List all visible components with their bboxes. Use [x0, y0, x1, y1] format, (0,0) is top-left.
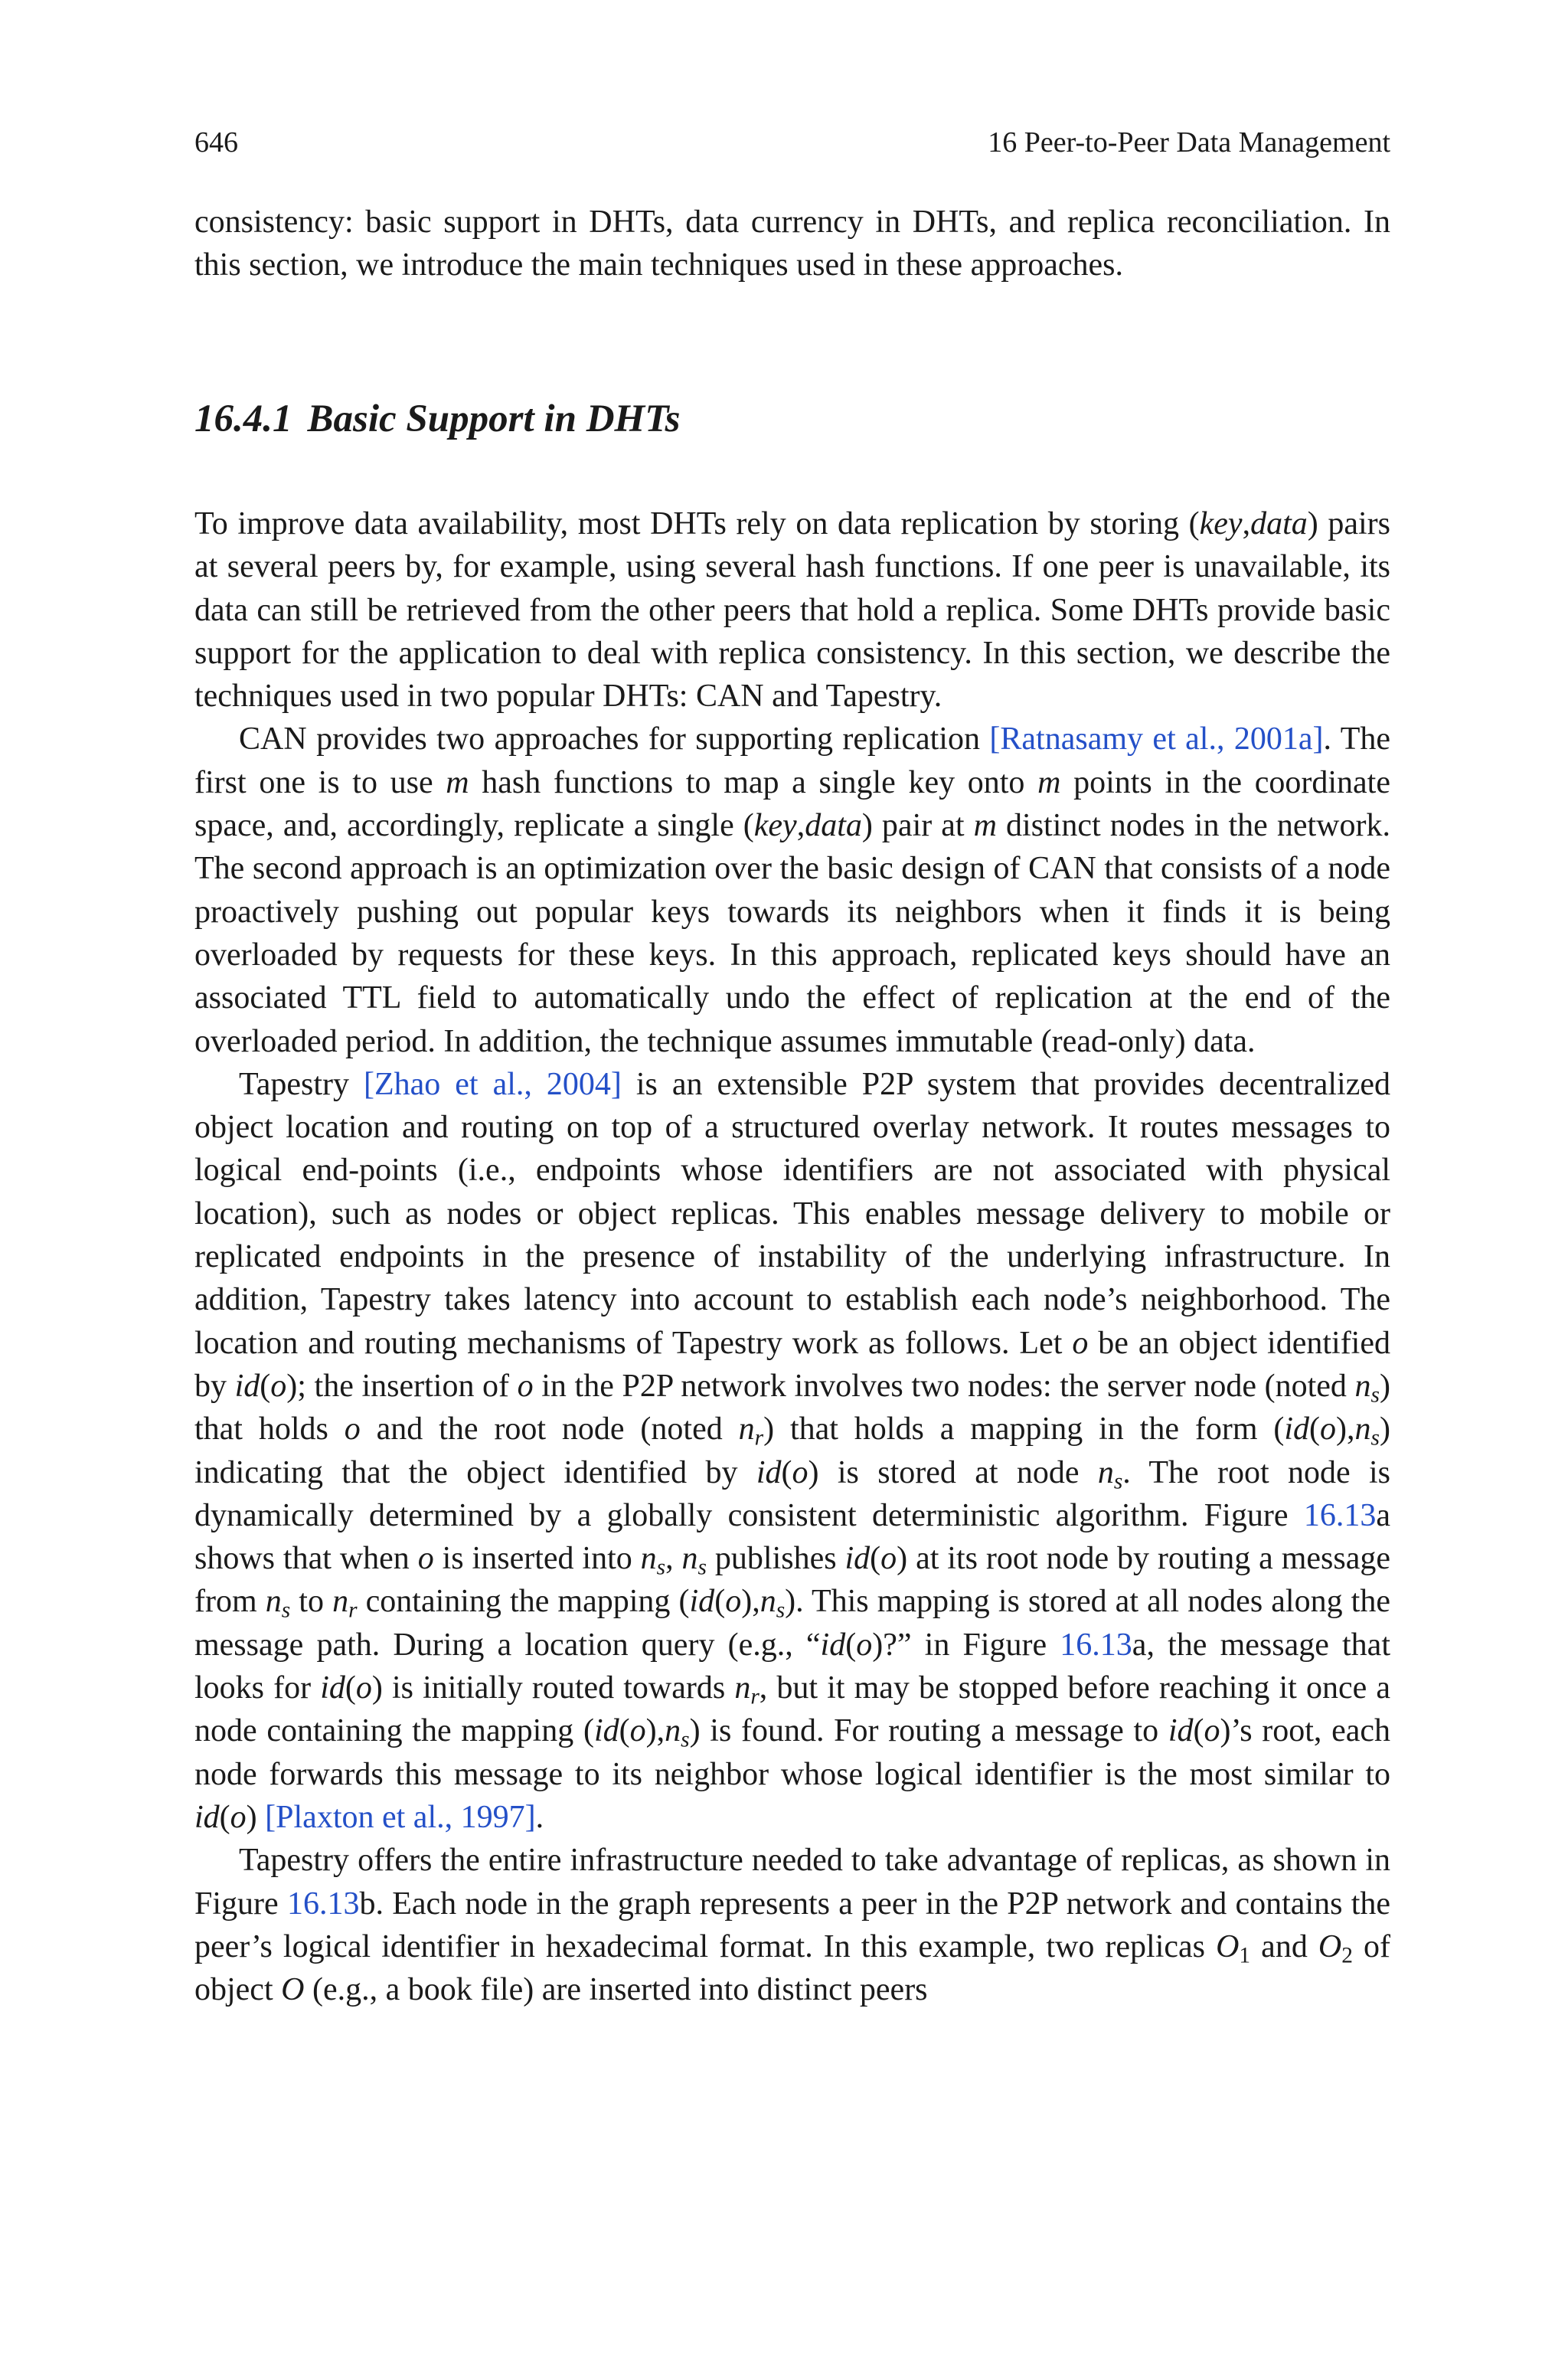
math-object-o: O: [281, 1972, 305, 2008]
figure-link[interactable]: 16.13: [1303, 1497, 1377, 1533]
section-heading: [194, 392, 681, 446]
math-id-o: id(o): [820, 1627, 884, 1663]
p3-text: .: [535, 1799, 544, 1835]
math-ns: $n_s$: [1354, 1368, 1380, 1408]
p4-text: b. Each node in the graph represents a peer in the P2P network and contains the peer’s logical identifier in hexadecimal format. In this example, two replicas: [194, 1886, 1391, 1964]
page-number: 646: [194, 126, 238, 159]
math-mapping: $(id(o),n_s)$: [678, 1584, 796, 1623]
math-o1: $O_1$: [1216, 1928, 1251, 1968]
p3-text: indicating that the object identified by: [194, 1454, 756, 1490]
figure-link[interactable]: 16.13: [286, 1886, 360, 1922]
math-nr: $n_r$: [734, 1670, 760, 1709]
p3-text: is initially routed towards: [382, 1670, 735, 1706]
math-mapping: $(id(o),n_s)$: [1273, 1411, 1390, 1451]
p4-text: and: [1250, 1928, 1318, 1964]
figure-link[interactable]: 16.13: [1060, 1627, 1132, 1663]
p3-text: . This mapping is stored at all nodes along the message path. During a location query (e.g., “: [194, 1584, 1390, 1663]
p3-text: containing the mapping: [357, 1584, 679, 1620]
math-mapping: $(id(o),n_s)$: [583, 1713, 701, 1752]
citation-link[interactable]: [Zhao et al., 2004]: [364, 1066, 622, 1102]
running-head: 16 Peer-to-Peer Data Management: [988, 126, 1390, 159]
section-title: Basic Support in DHTs: [307, 397, 681, 440]
p3-text: ,: [665, 1541, 682, 1577]
p3-text: Tapestry: [239, 1066, 364, 1102]
p3-text: . The root node is dynamically determined by a globally consistent deterministic algorithm. Figure: [194, 1454, 1390, 1533]
math-m: m: [446, 764, 469, 800]
math-id-o: id(o): [194, 1799, 257, 1835]
math-nr: $n_r$: [332, 1584, 358, 1623]
p3-text: be an object identified by: [194, 1325, 1390, 1404]
math-o2: $O_2$: [1318, 1928, 1353, 1968]
p3-text: , but it may be stopped before reaching it once a node containing the mapping: [194, 1670, 1390, 1749]
math-id-o: id(o): [1168, 1713, 1231, 1749]
math-id-o: id(o): [756, 1454, 819, 1490]
p3-text: is stored at node: [818, 1454, 1098, 1490]
p3-text: is found. For routing a message to: [700, 1713, 1168, 1749]
p2-text: . The first one is to use: [194, 721, 1390, 800]
math-m: m: [973, 808, 997, 844]
p4-text: Tapestry offers the entire infrastructure needed to take advantage of replicas, as shown in Figure: [194, 1843, 1390, 1922]
citation-link[interactable]: [Plaxton et al., 1997]: [265, 1799, 536, 1835]
p2-text: hash functions to map a single key onto: [469, 764, 1038, 800]
p3-text: a, the message that looks for: [194, 1627, 1390, 1706]
math-expression: (key,data): [743, 808, 873, 844]
p4-text: of object: [194, 1928, 1390, 2008]
paragraph-4: [194, 1839, 1390, 2011]
math-o: o: [517, 1368, 534, 1404]
p4-text: (e.g., a book file) are inserted into distinct peers: [304, 1972, 928, 2008]
math-m: m: [1037, 764, 1061, 800]
paragraph-1: [194, 502, 1390, 718]
math-nr: $n_r$: [738, 1411, 764, 1451]
p3-text: ) that holds: [194, 1368, 1390, 1447]
math-ns: $n_s$: [681, 1541, 707, 1580]
p3-text: is an extensible P2P system that provides decentralized object location and routing on top of a structured overlay network. It routes messages to logical end-points (i.e., endpoints whose identifiers are not associated with physical location), such as nodes or object replicas. This enables message delivery to mobile or replicated endpoints in the presence of instability of the underlying infrastructure. In addition, Tapestry takes latency into account to establish each node’s neighborhood. The location and routing mechanisms of Tapestry work as follows. Let: [194, 1066, 1390, 1361]
p3-text: ) that holds a mapping in the form: [763, 1411, 1274, 1447]
citation-link[interactable]: [Ratnasamy et al., 2001a]: [989, 721, 1324, 757]
intro-text: consistency: basic support in DHTs, data currency in DHTs, and replica reconciliation. In this section, we introduce the main techniques used in these approaches.: [194, 204, 1390, 283]
math-id-o: id(o): [234, 1368, 298, 1404]
p3-text: and the root node (noted: [360, 1411, 739, 1447]
main-body: [194, 502, 1390, 2011]
p3-text: [257, 1800, 266, 1835]
paragraph-2: [194, 718, 1390, 1062]
intro-paragraph: [194, 201, 1390, 287]
p1-text: To improve data availability, most DHTs rely on data replication by storing: [194, 506, 1189, 541]
p2-text: pair at: [872, 808, 974, 844]
p3-text: is inserted into: [433, 1541, 641, 1577]
p3-text: a shows that when: [194, 1497, 1390, 1577]
math-expression: (key,data): [1188, 506, 1318, 541]
p2-text: CAN provides two approaches for supporting replication: [239, 721, 990, 757]
p3-text: ’s root, each node forwards this message to its neighbor whose logical identifier is the most similar to: [194, 1713, 1390, 1792]
p3-text: ; the insertion of: [297, 1368, 518, 1404]
math-ns: $n_s$: [640, 1541, 666, 1580]
p2-text: distinct nodes in the network. The second approach is an optimization over the basic design of CAN that consists of a node proactively pushing out popular keys towards its neighbors when it finds it is being overloaded by requests for these keys. In this approach, replicated keys should have an associated TTL field to automatically undo the effect of replication at the end of the overloaded period. In addition, the technique assumes immutable (read-only) data.: [194, 808, 1390, 1059]
math-id-o: id(o): [320, 1670, 383, 1706]
math-o: o: [344, 1411, 361, 1447]
paragraph-3: [194, 1063, 1390, 1839]
p2-text: points in the coordinate space, and, accordingly, replicate a single: [194, 764, 1390, 844]
math-ns: $n_s$: [265, 1584, 291, 1623]
p3-text: to: [290, 1584, 333, 1620]
math-o: o: [417, 1541, 434, 1577]
p3-text: in the P2P network involves two nodes: the server node (noted: [533, 1368, 1355, 1404]
running-header: [194, 126, 1390, 159]
math-id-o: id(o): [844, 1541, 908, 1577]
p3-text: publishes: [707, 1541, 845, 1577]
p3-text: at its root node by routing a message from: [194, 1541, 1391, 1620]
section-number: 16.4.1: [194, 397, 292, 440]
math-ns: $n_s$: [1097, 1454, 1123, 1493]
math-o: o: [1072, 1325, 1089, 1361]
p3-text: ?” in Figure: [883, 1627, 1060, 1663]
p1-text: pairs at several peers by, for example, using several hash functions. If one peer is unavailable, its data can still be retrieved from the other peers that hold a replica. Some DHTs provide basic support for the application to deal with replica consistency. In this section, we describe the techniques used in two popular DHTs: CAN and Tapestry.: [194, 506, 1390, 715]
